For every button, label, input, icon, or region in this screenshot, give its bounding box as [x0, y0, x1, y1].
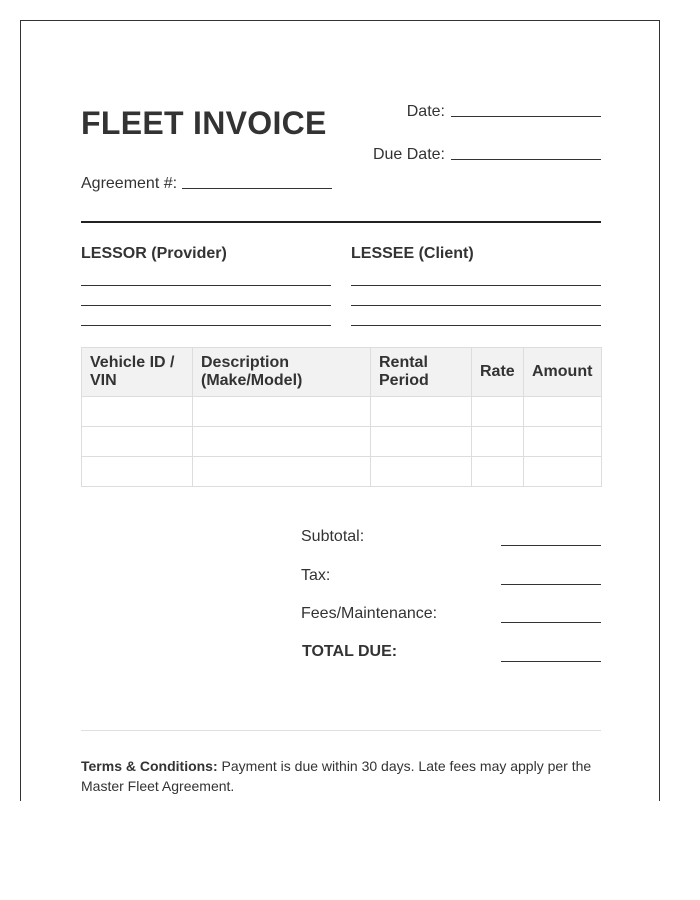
header-divider — [81, 221, 601, 223]
agreement-number-field[interactable] — [182, 188, 332, 189]
table-cell[interactable] — [371, 397, 472, 427]
table-row — [82, 427, 602, 457]
due-date-label: Due Date: — [372, 146, 445, 163]
table-cell[interactable] — [193, 427, 371, 457]
due-date-field[interactable] — [451, 159, 601, 160]
fees-maintenance-field[interactable] — [501, 622, 601, 623]
total-due-field[interactable] — [501, 661, 601, 662]
line-items-table — [81, 347, 602, 487]
table-cell[interactable] — [472, 397, 524, 427]
lessor-line-1[interactable] — [81, 285, 331, 286]
column-header-vehicle-id: Vehicle ID / VIN — [82, 348, 193, 397]
terms-text: Payment is due within 30 days. Late fees may apply per the Master Fleet Agreement. — [81, 758, 592, 794]
table-cell[interactable] — [82, 397, 193, 427]
subtotal-label: Subtotal: — [301, 528, 365, 545]
lessor-heading: LESSOR (Provider) — [81, 245, 227, 262]
table-cell[interactable] — [371, 457, 472, 487]
terms-and-conditions — [81, 756, 601, 796]
fees-maintenance-label: Fees/Maintenance: — [301, 605, 438, 622]
subtotal-field[interactable] — [501, 545, 601, 546]
table-cell[interactable] — [524, 457, 602, 487]
table-cell[interactable] — [82, 427, 193, 457]
invoice-page — [20, 20, 660, 801]
table-cell[interactable] — [472, 427, 524, 457]
tax-field[interactable] — [501, 584, 601, 585]
table-cell[interactable] — [524, 427, 602, 457]
invoice-title: FLEET INVOICE — [81, 105, 327, 141]
lessor-line-3[interactable] — [81, 325, 331, 326]
tax-label: Tax: — [301, 567, 331, 584]
table-cell[interactable] — [524, 397, 602, 427]
date-field[interactable] — [451, 116, 601, 117]
table-row — [82, 397, 602, 427]
column-header-rental-period: Rental Period — [371, 348, 472, 397]
terms-heading: Terms & Conditions: — [81, 758, 218, 774]
table-cell[interactable] — [82, 457, 193, 487]
lessor-line-2[interactable] — [81, 305, 331, 306]
lessee-line-3[interactable] — [351, 325, 601, 326]
date-label: Date: — [406, 103, 445, 120]
lessee-line-2[interactable] — [351, 305, 601, 306]
column-header-description: Description (Make/Model) — [193, 348, 371, 397]
lessee-line-1[interactable] — [351, 285, 601, 286]
column-header-rate: Rate — [472, 348, 524, 397]
table-cell[interactable] — [472, 457, 524, 487]
column-header-amount: Amount — [524, 348, 602, 397]
total-due-label: TOTAL DUE: — [302, 643, 398, 660]
table-cell[interactable] — [193, 397, 371, 427]
lessee-heading: LESSEE (Client) — [351, 245, 474, 262]
table-cell[interactable] — [371, 427, 472, 457]
footer-divider — [81, 730, 601, 731]
table-cell[interactable] — [193, 457, 371, 487]
agreement-label: Agreement #: — [81, 175, 178, 192]
table-row — [82, 457, 602, 487]
table-header-row — [82, 348, 602, 397]
